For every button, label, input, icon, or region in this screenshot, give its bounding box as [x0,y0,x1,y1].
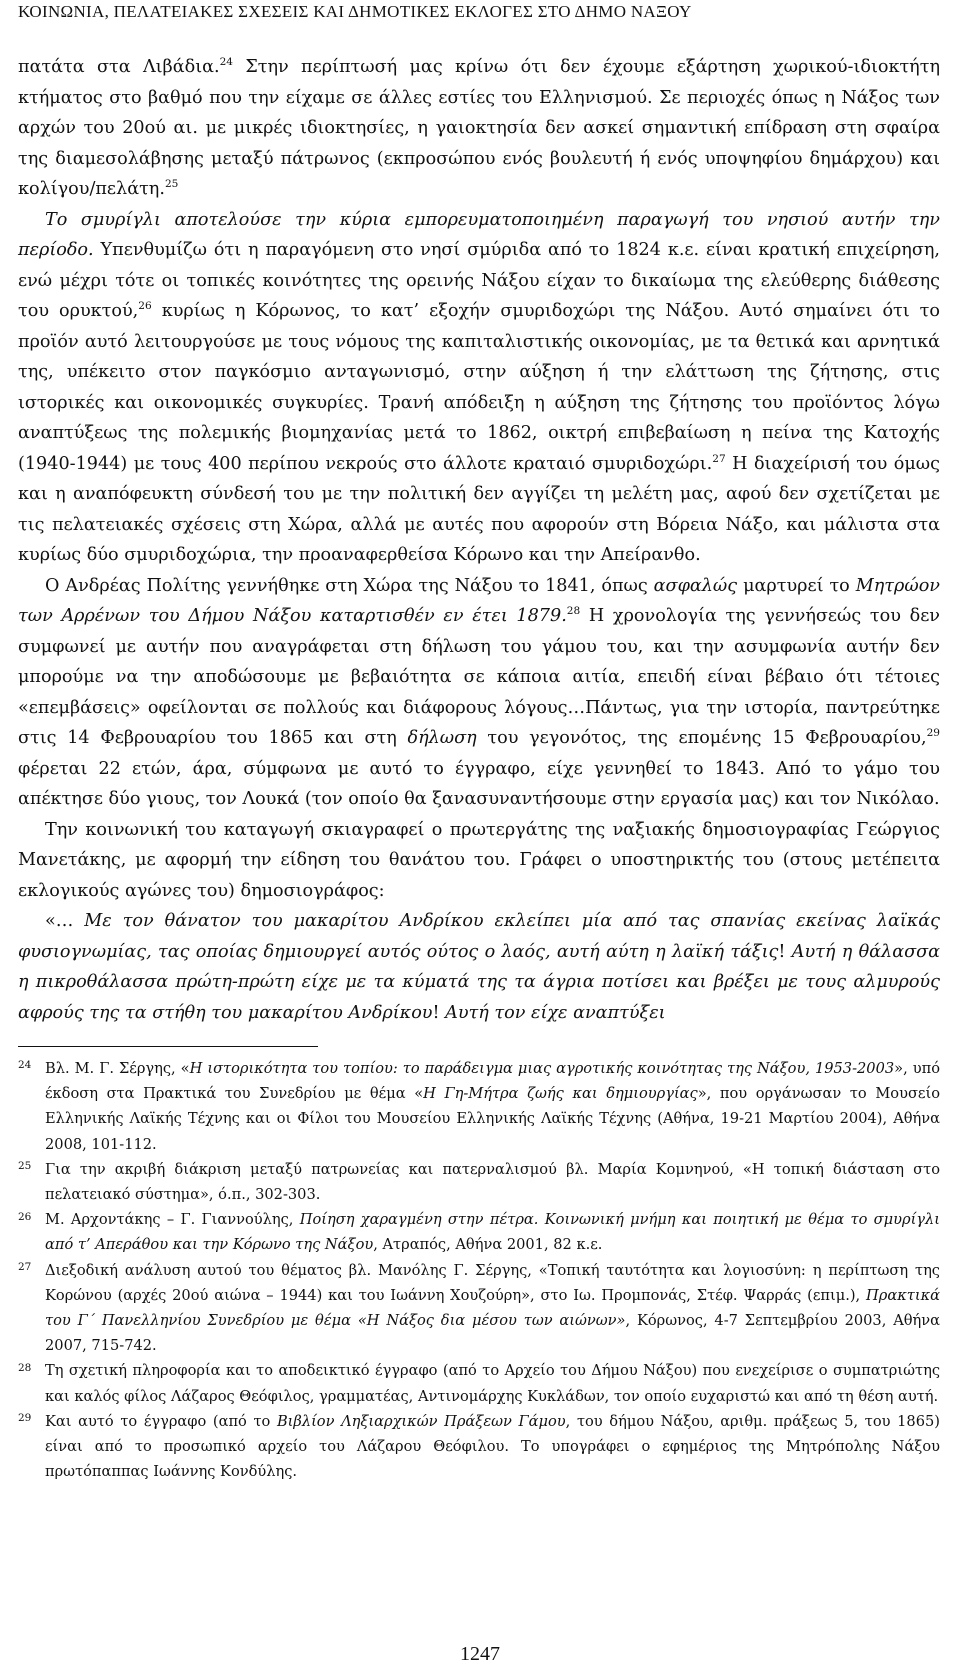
paragraph-5-quote [18,906,940,1028]
footnote-29: 29 Και αυτό το έγγραφο (από το Βιβλίον Ληξιαρχικών Πράξεων Γάμου, του δήμου Νάξου, αριθμ. πράξεως 5, του 1865) είναι από το προσωπικό αρχείο του Λάζαρου Θεόφιλου. Το υπογράφει ο εφημέριος της Μητρόπολης Νάξου πρωτόπαππας Ιωάννης Κονδύλης. [18,1412,940,1481]
text-run: », που οργάνωσαν το Μουσείο Ελληνικής Λαϊκής Τέχνης και οι Φίλοι του Μουσείου Ελληνικής Λαϊκής Τέχνης (Αθήνα, 19-21 Μαρτίου 2004), Αθήνα 2008, 101-112. [45,1085,940,1153]
footnote-ref-24: 24 [219,56,233,69]
text-run: Διεξοδική ανάλυση αυτού του θέματος βλ. Μανόλης Γ. Σέργης, «Τοπική ταυτότητα και λογιοσύνη: η περίπτωση της Κορώνου (αρχές 20ού αιώνα – 1944) και του Ιωάννη Χουζούρη», στο Ιω. Προμπονάς, Στέφ. Ψαρράς (επιμ.), [45,1261,940,1304]
italic-run: Η Γη-Μήτρα ζωής και δημιουργίας [423,1085,698,1103]
text-run: », υπό έκδοση στα Πρακτικά του Συνεδρίου με θέμα « [45,1060,940,1103]
footnote-ref-29: 29 [926,727,941,740]
footnote-25: 25 Για την ακριβή διάκριση μεταξύ πατρωνείας και πατερναλισμού βλ. Μαρία Κομνηνού, «Η τοπική διάσταση στο πελατειακό σύστημα», ό.π., 302-303. [18,1160,940,1204]
running-head: ΚΟΙΝΩΝΙΑ, ΠΕΛΑΤΕΙΑΚΕΣ ΣΧΕΣΕΙΣ ΚΑΙ ΔΗΜΟΤΙΚΕΣ ΕΚΛΟΓΕΣ ΣΤΟ ΔΗΜΟ ΝΑΞΟΥ [18,2,692,21]
text-run: Η διαχείρισή του όμως και η αναπόφευκτη σύνδεσή του με την πολιτική δεν αγγίζει τη μελέτη μας, αφού δεν σχετίζεται με τις πελατειακές σχέσεις στη Χώρα, αλλά με αυτές που αφορούν στη Βόρεια Νάξο, και μάλιστα στα κυρίως δύο σμυριδοχώρια, την προαναφερθείσα Κόρωνο και την Απείρανθο. [18,453,940,565]
footnote-ref-28: 28 [566,605,581,618]
footnote-28: 28 Τη σχετική πληροφορία και το αποδεικτικό έγγραφο (από το Αρχείο του Δήμου Νάξου) που ενεχείρισε ο συμπατριώτης και καλός φίλος Λάζαρος Θεόφιλος, γραμματέας, Αντινομάρχης Κυκλάδων, τον οποίο ευχαριστώ και από τη θέση αυτή. [18,1361,940,1405]
text-run: μαρτυρεί το [737,575,856,596]
text-run: του γεγονότος, της επομένης 15 Φεβρουαρίου, [476,728,927,748]
text-run: , του δήμου Νάξου, αριθμ. πράξεως 5, του 1865) είναι από το προσωπικό αρχείο του Λάζαρου Θεόφιλου. Το υπογράφει ο εφημέριος της Μητρόπολης Νάξου πρωτόπαππας Ιωάννης Κονδύλης. [45,1412,940,1481]
text-run: Η χρονολογία της γεννήσεώς του δεν συμφωνεί με αυτήν που αναγράφεται στη δήλωση του γάμου του, και την ασυμφωνία αυτήν δεν μπορούμε να την αποδώσουμε με βεβαιότητα σε κάποια αιτία, επειδή είναι βέβαιο ότι τέτοιες «επεμβάσεις» οφείλονται σε πολλούς και διάφορους λόγους…Πάντως, για την ιστορία, παντρεύτηκε στις 14 Φεβρουαρίου του 1865 και στη [18,606,940,748]
text-run: Ο Ανδρέας Πολίτης γεννήθηκε στη Χώρα της Νάξου το 1841, όπως [45,575,654,596]
text-run: ! [432,1002,446,1023]
text-run: φέρεται 22 ετών, άρα, σύμφωνα με αυτό το έγγραφο, είχε γεννηθεί το 1843. Από το γάμο του απέκτησε δύο γιους, τον Λουκά (τον οποίο θα ξανασυναντήσουμε στην εργασία μας) και τον Νικόλαο. [18,758,940,809]
text-run: «… [45,911,85,931]
text-run: , Ατραπός, Αθήνα 2001, 82 κ.ε. [373,1236,603,1254]
italic-run: Πρακτικά του Γ΄ Πανελληνίου Συνεδρίου με θέμα «Η Νάξος δια μέσου των αιώνων» [45,1286,940,1330]
paragraph-1 [18,52,940,205]
text-run: Τη σχετική πληροφορία και το αποδεικτικό έγγραφο (από το Αρχείο του Δήμου Νάξου) που ενεχείρισε ο συμπατριώτης και καλός φίλος Λάζαρος Θεόφιλος, γραμματέας, Αντινομάρχης Κυκλάδων, τον οποίο ευχαριστώ και από τη θέση αυτή. [45,1362,940,1405]
text-run: πατάτα στα Λιβάδια. [18,57,220,77]
text-run: ! [778,941,792,962]
footnotes [18,1056,940,1484]
italic-run: Ποίηση χαραγμένη στην πέτρα. Κοινωνική μνήμη και ποιητική με θέμα το σμυρίγλι από τ’ Απεράθου και την Κόρωνο της Νάξου [45,1211,940,1254]
italic-run: Η ιστορικότητα του τοπίου: το παράδειγμα μιας αγροτικής κοινότητας της Νάξου, 1953-2003 [189,1060,895,1077]
page-number: 1247 [460,1643,500,1665]
paragraph-3 [18,571,940,815]
text-run: Στην περίπτωσή μας κρίνω ότι δεν έχουμε εξάρτηση χωρικού-ιδιοκτήτη κτήματος στο βαθμό που την είχαμε σε άλλες εστίες του Ελληνισμού. Σε περιοχές όπως η Νάξος των αρχών του 20ού αι. με μικρές ιδιοκτησίες, η γαιοκτησία δεν ασκεί σημαντική επίδραση στη σφαίρα της διαμεσολάβησης μεταξύ πάτρωνος (εκπροσώπου ενός βουλευτή ή ενός υποψηφίου δημάρχου) και κολίγου/πελάτη. [18,57,940,199]
paragraph-4: Την κοινωνική του καταγωγή σκιαγραφεί ο πρωτεργάτης της ναξιακής δημοσιογραφίας Γεώργιος Μανετάκης, με αφορμή την είδηση του θανάτου του. Γράφει ο υποστηρικτής του (στους μετέπειτα εκλογικούς αγώνες του) δημοσιογράφος: [18,819,940,901]
footnote-separator [18,1046,318,1047]
footnote-26: 26 Μ. Αρχοντάκης – Γ. Γιαννούλης, Ποίηση χαραγμένη στην πέτρα. Κοινωνική μνήμη και ποιητική με θέμα το σμυρίγλι από τ’ Απεράθου και την Κόρωνο της Νάξου, Ατραπός, Αθήνα 2001, 82 κ.ε. [18,1210,940,1254]
paragraph-2 [18,205,940,571]
text-run: Υπενθυμίζω ότι η παραγόμενη στο νησί σμύριδα από το 1824 κ.ε. είναι κρατική επιχείρηση, ενώ μέχρι τότε οι τοπικές κοινότητες της ορεινής Νάξου είχαν το δικαίωμα της ελεύθερης διάθεσης του ορυκτού, [18,240,940,321]
body-text [18,52,940,1028]
italic-run: Με τον θάνατον του μακαρίτου Ανδρίκου εκλείπει μία από τας σπανίας εκείνας λαϊκάς φυσιογνωμίας, τας οποίας δημιουργεί αυτός ούτος ο λαός, αυτή αύτη η λαϊκή τάξις [18,911,940,962]
footnote-ref-26: 26 [138,300,152,313]
footnote-ref-27: 27 [712,452,726,465]
text-run: , Κόρωνος, 4-7 Σεπτεμβρίου 2003, Αθήνα 2007, 715-742. [45,1312,940,1355]
text-run: κυρίως η Κόρωνος, το κατ’ εξοχήν σμυριδοχώρι της Νάξου. Αυτό σημαίνει ότι το προϊόν αυτό λειτουργούσε με τους νόμους της καπιταλιστικής οικονομίας, με τα θετικά και αρνητικά της, υπέκειτο στον παγκόσμιο ανταγωνισμό, στην αύξηση ή την ελάττωση της ζήτησης, στις ιστορικές και οικονομικές συγκυρίες. Τρανή απόδειξη η αύξηση της ζήτησης του προϊόντος λόγω αναπτύξεως της πολεμικής βιομηχανίας μετά το 1862, οικτρή επιβεβαίωση η πείνα της Κατοχής (1940-1944) με τους 400 περίπου νεκρούς στο άλλοτε κραταιό σμυριδοχώρι. [18,301,940,474]
italic-run: Αυτή η θάλασσα η πικροθάλασσα πρώτη-πρώτη είχε με τα κύματά της τα άγρια ποτίσει και βρέξει με τους αλμυρούς αφρούς της τα στήθη του μακαρίτου Ανδρίκου [18,941,940,1023]
text-run: Για την ακριβή διάκριση μεταξύ πατρωνείας και πατερναλισμού βλ. Μαρία Κομνηνού, «Η τοπική διάσταση στο πελατειακό σύστημα», ό.π., 302-303. [45,1160,940,1204]
italic-run: δήλωση [407,728,477,748]
footnote-ref-25: 25 [164,178,179,191]
italic-run: Το σμυρίγλι αποτελούσε την κύρια εμπορευματοποιημένη παραγωγή του νησιού αυτήν την περίοδο. [18,209,940,260]
footnote-24: 24 Βλ. Μ. Γ. Σέργης, «Η ιστορικότητα του τοπίου: το παράδειγμα μιας αγροτικής κοινότητας της Νάξου, 1953-2003», υπό έκδοση στα Πρακτικά του Συνεδρίου με θέμα «Η Γη-Μήτρα ζωής και δημιουργίας», που οργάνωσαν το Μουσείο Ελληνικής Λαϊκής Τέχνης και οι Φίλοι του Μουσείου Ελληνικής Λαϊκής Τέχνης (Αθήνα, 19-21 Μαρτίου 2004), Αθήνα 2008, 101-112. [18,1059,940,1153]
italic-run: Αυτή τον είχε αναπτύξει [445,1002,666,1023]
text-run: Και αυτό το έγγραφο (από το [45,1412,277,1430]
italic-run: Μητρώον των Αρρένων του Δήμου Νάξου καταρτισθέν εν έτει 1879. [18,575,940,626]
italic-run: ασφαλώς [653,575,738,596]
text-run: Μ. Αρχοντάκης – Γ. Γιαννούλης, [45,1211,300,1229]
footnote-27: 27 Διεξοδική ανάλυση αυτού του θέματος βλ. Μανόλης Γ. Σέργης, «Τοπική ταυτότητα και λογιοσύνη: η περίπτωση της Κορώνου (αρχές 20ού αιώνα – 1944) και του Ιωάννη Χουζούρη», στο Ιω. Προμπονάς, Στέφ. Ψαρράς (επιμ.), Πρακτικά του Γ΄ Πανελληνίου Συνεδρίου με θέμα «Η Νάξος δια μέσου των αιώνων», Κόρωνος, 4-7 Σεπτεμβρίου 2003, Αθήνα 2007, 715-742. [18,1260,940,1355]
text-run: Βλ. Μ. Γ. Σέργης, « [45,1060,190,1077]
italic-run: Βιβλίον Ληξιαρχικών Πράξεων Γάμου [276,1412,566,1430]
